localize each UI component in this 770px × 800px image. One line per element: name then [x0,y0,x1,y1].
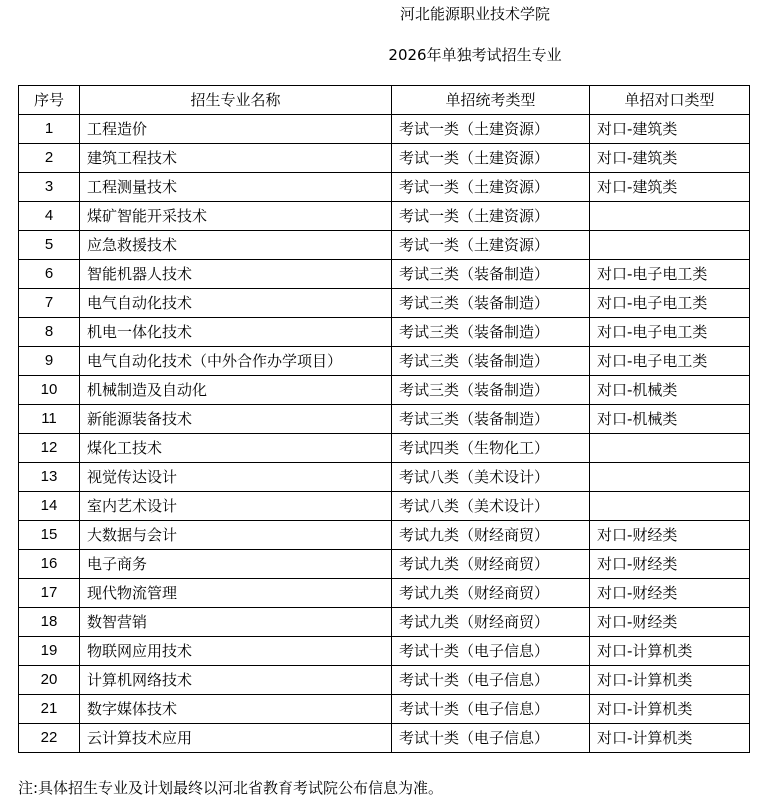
cell-major-name: 云计算技术应用 [80,724,392,753]
document-subtitle: 2026年单独考试招生专业 [388,46,562,64]
cell-exam-type: 考试四类（生物化工） [392,434,590,463]
cell-exam-type: 考试一类（土建资源） [392,231,590,260]
cell-number: 10 [19,376,80,405]
table-row [19,144,750,173]
cell-exam-type: 考试一类（土建资源） [392,144,590,173]
cell-major-name: 智能机器人技术 [80,260,392,289]
cell-major-name: 电子商务 [80,550,392,579]
cell-number: 12 [19,434,80,463]
cell-number: 18 [19,608,80,637]
table-row [19,347,750,376]
cell-exam-type: 考试三类（装备制造） [392,318,590,347]
cell-exam-type: 考试三类（装备制造） [392,260,590,289]
cell-major-name: 大数据与会计 [80,521,392,550]
cell-major-name: 计算机网络技术 [80,666,392,695]
table-row [19,463,750,492]
cell-number: 9 [19,347,80,376]
cell-exam-type: 考试一类（土建资源） [392,115,590,144]
cell-exam-type: 考试十类（电子信息） [392,695,590,724]
cell-counterpart-type: 对口-机械类 [590,405,750,434]
cell-exam-type: 考试十类（电子信息） [392,666,590,695]
table-row [19,318,750,347]
cell-number: 1 [19,115,80,144]
cell-major-name: 数字媒体技术 [80,695,392,724]
cell-major-name: 物联网应用技术 [80,637,392,666]
table-row [19,115,750,144]
table-row [19,202,750,231]
cell-counterpart-type [590,202,750,231]
cell-counterpart-type [590,434,750,463]
cell-number: 14 [19,492,80,521]
majors-table [18,85,750,753]
table-row [19,289,750,318]
table-row [19,550,750,579]
cell-number: 4 [19,202,80,231]
cell-major-name: 新能源装备技术 [80,405,392,434]
cell-exam-type: 考试三类（装备制造） [392,376,590,405]
cell-major-name: 建筑工程技术 [80,144,392,173]
cell-number: 6 [19,260,80,289]
cell-counterpart-type: 对口-电子电工类 [590,347,750,376]
cell-major-name: 室内艺术设计 [80,492,392,521]
cell-exam-type: 考试三类（装备制造） [392,289,590,318]
cell-major-name: 电气自动化技术（中外合作办学项目） [80,347,392,376]
cell-counterpart-type: 对口-计算机类 [590,637,750,666]
cell-counterpart-type: 对口-建筑类 [590,173,750,202]
cell-number: 8 [19,318,80,347]
cell-exam-type: 考试三类（装备制造） [392,405,590,434]
table-row [19,173,750,202]
cell-exam-type: 考试八类（美术设计） [392,463,590,492]
cell-exam-type: 考试九类（财经商贸） [392,550,590,579]
cell-number: 22 [19,724,80,753]
table-row [19,637,750,666]
cell-counterpart-type: 对口-机械类 [590,376,750,405]
cell-number: 11 [19,405,80,434]
cell-counterpart-type: 对口-计算机类 [590,666,750,695]
cell-major-name: 电气自动化技术 [80,289,392,318]
cell-counterpart-type: 对口-计算机类 [590,724,750,753]
cell-counterpart-type: 对口-财经类 [590,521,750,550]
table-row [19,492,750,521]
cell-counterpart-type: 对口-电子电工类 [590,260,750,289]
cell-major-name: 现代物流管理 [80,579,392,608]
cell-counterpart-type: 对口-电子电工类 [590,318,750,347]
cell-counterpart-type: 对口-财经类 [590,608,750,637]
cell-exam-type: 考试八类（美术设计） [392,492,590,521]
table-row [19,434,750,463]
table-row [19,405,750,434]
table-row [19,376,750,405]
cell-number: 2 [19,144,80,173]
cell-counterpart-type [590,231,750,260]
cell-major-name: 工程测量技术 [80,173,392,202]
cell-exam-type: 考试十类（电子信息） [392,637,590,666]
cell-exam-type: 考试九类（财经商贸） [392,521,590,550]
cell-number: 16 [19,550,80,579]
cell-major-name: 机械制造及自动化 [80,376,392,405]
cell-number: 19 [19,637,80,666]
table-row [19,724,750,753]
cell-counterpart-type: 对口-计算机类 [590,695,750,724]
cell-counterpart-type: 对口-建筑类 [590,144,750,173]
cell-number: 20 [19,666,80,695]
header-exam-type: 单招统考类型 [392,86,590,115]
cell-exam-type: 考试九类（财经商贸） [392,579,590,608]
cell-number: 3 [19,173,80,202]
table-row [19,666,750,695]
cell-number: 17 [19,579,80,608]
table-row [19,695,750,724]
table-row [19,231,750,260]
cell-counterpart-type: 对口-电子电工类 [590,289,750,318]
cell-number: 15 [19,521,80,550]
cell-exam-type: 考试十类（电子信息） [392,724,590,753]
cell-major-name: 视觉传达设计 [80,463,392,492]
table-row [19,608,750,637]
cell-major-name: 煤化工技术 [80,434,392,463]
cell-exam-type: 考试三类（装备制造） [392,347,590,376]
cell-exam-type: 考试九类（财经商贸） [392,608,590,637]
cell-major-name: 应急救援技术 [80,231,392,260]
footnote: 注:具体招生专业及计划最终以河北省教育考试院公布信息为准。 [18,779,444,797]
table-body [19,115,750,753]
cell-counterpart-type: 对口-财经类 [590,579,750,608]
cell-counterpart-type [590,463,750,492]
cell-counterpart-type [590,492,750,521]
table-header-row [19,86,750,115]
document-title: 河北能源职业技术学院 [399,5,550,23]
table-row [19,521,750,550]
table-row [19,579,750,608]
cell-number: 7 [19,289,80,318]
cell-number: 13 [19,463,80,492]
cell-number: 21 [19,695,80,724]
cell-counterpart-type: 对口-建筑类 [590,115,750,144]
cell-major-name: 机电一体化技术 [80,318,392,347]
header-number: 序号 [19,86,80,115]
header-major-name: 招生专业名称 [80,86,392,115]
header-counterpart-type: 单招对口类型 [590,86,750,115]
cell-exam-type: 考试一类（土建资源） [392,173,590,202]
table-row [19,260,750,289]
cell-exam-type: 考试一类（土建资源） [392,202,590,231]
cell-major-name: 数智营销 [80,608,392,637]
cell-major-name: 煤矿智能开采技术 [80,202,392,231]
cell-counterpart-type: 对口-财经类 [590,550,750,579]
cell-major-name: 工程造价 [80,115,392,144]
cell-number: 5 [19,231,80,260]
